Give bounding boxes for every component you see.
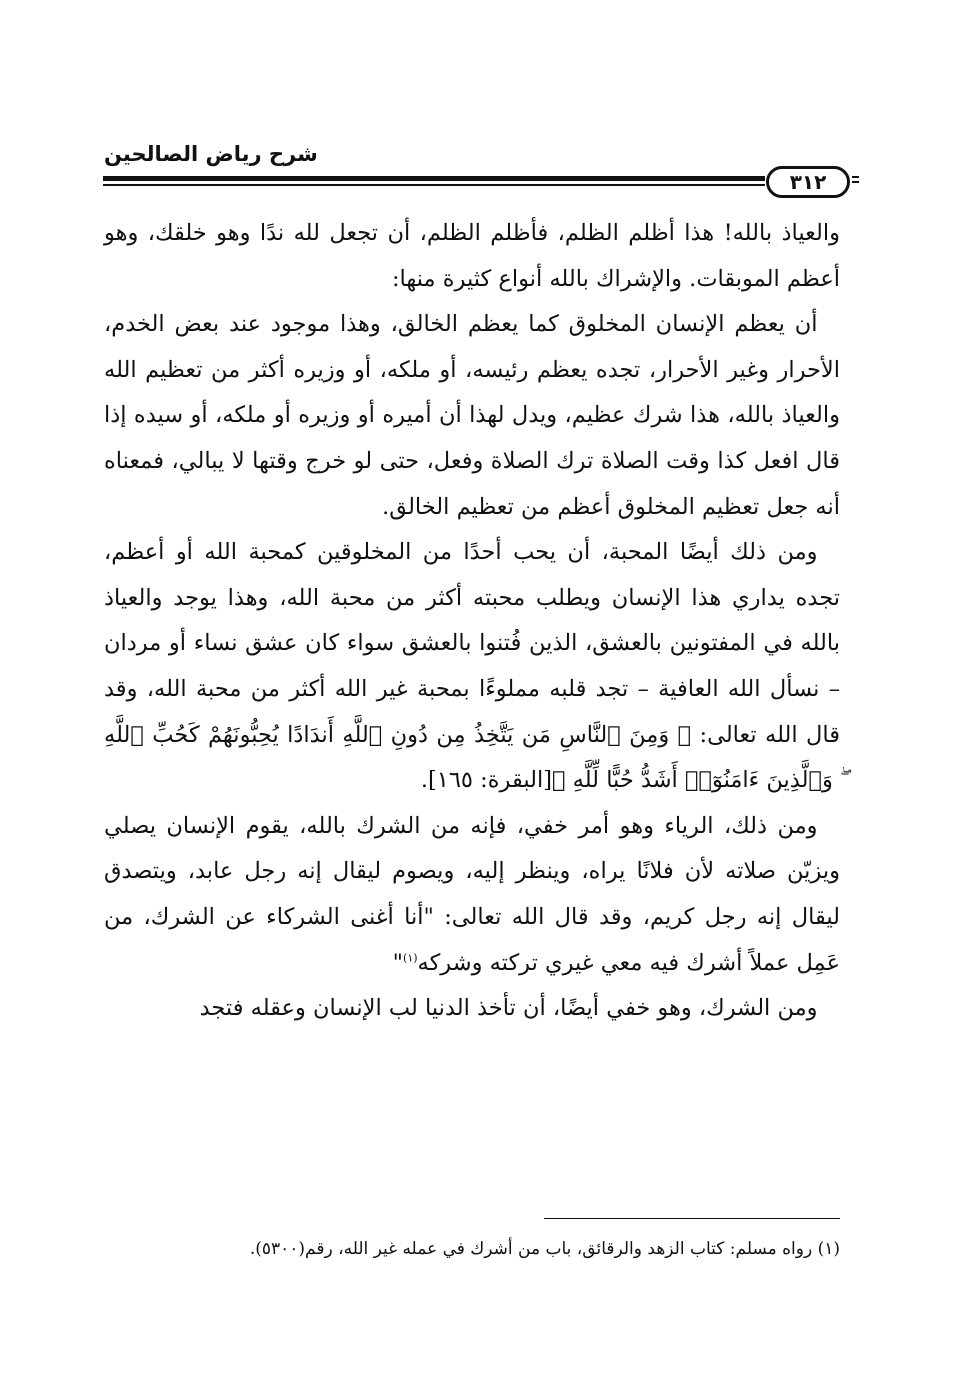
hadith-quote: "أنا أغنى الشركاء عن الشرك، من عَمِل عملاً أشرك فيه معي غيري تركته وشركه xyxy=(104,903,840,976)
header-rule-thick xyxy=(103,176,765,181)
paragraph-2 xyxy=(104,302,840,530)
book-title: شرح رياض الصالحين xyxy=(104,142,318,166)
header-rule-thin xyxy=(103,184,765,186)
footnote: (١) رواه مسلم: كتاب الزهد والرقائق، باب من أشرك في عمله غير الله، رقم(٥٣٠٠). xyxy=(249,1239,840,1259)
paragraph-3 xyxy=(104,530,840,804)
paragraph-5 xyxy=(104,986,840,1032)
quran-reference: [البقرة: ١٦٥]. xyxy=(420,767,553,794)
paragraph-3-text: ومن ذلك أيضًا المحبة، أن يحب أحدًا من المخلوقين كمحبة الله أو أعظم، تجده يداري هذا الإنسان ويطلب محبته أكثر من محبة الله، وهذا يوجد والعياذ بالله في المفتونين بالعشق، الذين فُتنوا بالعشق سواء كان عشق نساء أو مردان – نسأل الله العافية – تجد قلبه مملوءًا بمحبة غير الله أكثر من محبة الله، وقد قال الله تعالى: xyxy=(104,539,840,748)
paragraph-1: والعياذ بالله! هذا أظلم الظلم، فأظلم الظلم، أن تجعل لله ندًا وهو خلقك، وهو أعظم الموبقات. والإشراك بالله أنواع كثيرة منها: xyxy=(104,220,840,292)
paragraph-5-text: ومن الشرك، وهو خفي أيضًا، أن تأخذ الدنيا لب الإنسان وعقله فتجد xyxy=(199,995,818,1022)
main-text xyxy=(104,211,840,1032)
footnote-marker: (١) xyxy=(403,951,418,964)
page-number-ornament xyxy=(852,176,859,186)
header-rule xyxy=(103,176,765,188)
footnote-divider xyxy=(544,1218,840,1219)
paragraph-4-text: ومن ذلك، الرياء وهو أمر خفي، فإنه من الشرك بالله، يقوم الإنسان يصلي ويزيّن صلاته لأن فلانًا يراه، وينظر إليه، ويصوم ليقال إنه رجل عابد، ويتصدق ليقال إنه رجل كريم، وقد قال الله تعالى: xyxy=(104,812,840,930)
hadith-quote-close: " xyxy=(392,949,404,976)
quran-verse: ﴿ وَمِنَ ٱلنَّاسِ مَن يَتَّخِذُ مِن دُونِ ٱللَّهِ أَندَادًا يُحِبُّونَهُمْ كَحُبِّ ٱللَّهِ ۖ وَٱلَّذِينَ ءَامَنُوٓا۟ أَشَدُّ حُبًّا لِّلَّهِ ﴾ xyxy=(104,721,840,794)
paragraph-2-text: أن يعظم الإنسان المخلوق كما يعظم الخالق، وهذا موجود عند بعض الخدم، الأحرار وغير الأحرار، تجده يعظم رئيسه، أو ملكه، أو وزيره أكثر من تعظيم الله والعياذ بالله، هذا شرك عظيم، ويدل لهذا أن أميره أو وزيره أو ملكه، أو سيده إذا قال افعل كذا وقت الصلاة ترك الصلاة وفعل، حتى لو خرج وقتها لا يبالي، فمعناه أنه جعل تعظيم المخلوق أعظم من تعظيم الخالق. xyxy=(104,311,840,520)
page-number: ٣١٢ xyxy=(766,166,850,198)
paragraph-4 xyxy=(104,804,840,986)
